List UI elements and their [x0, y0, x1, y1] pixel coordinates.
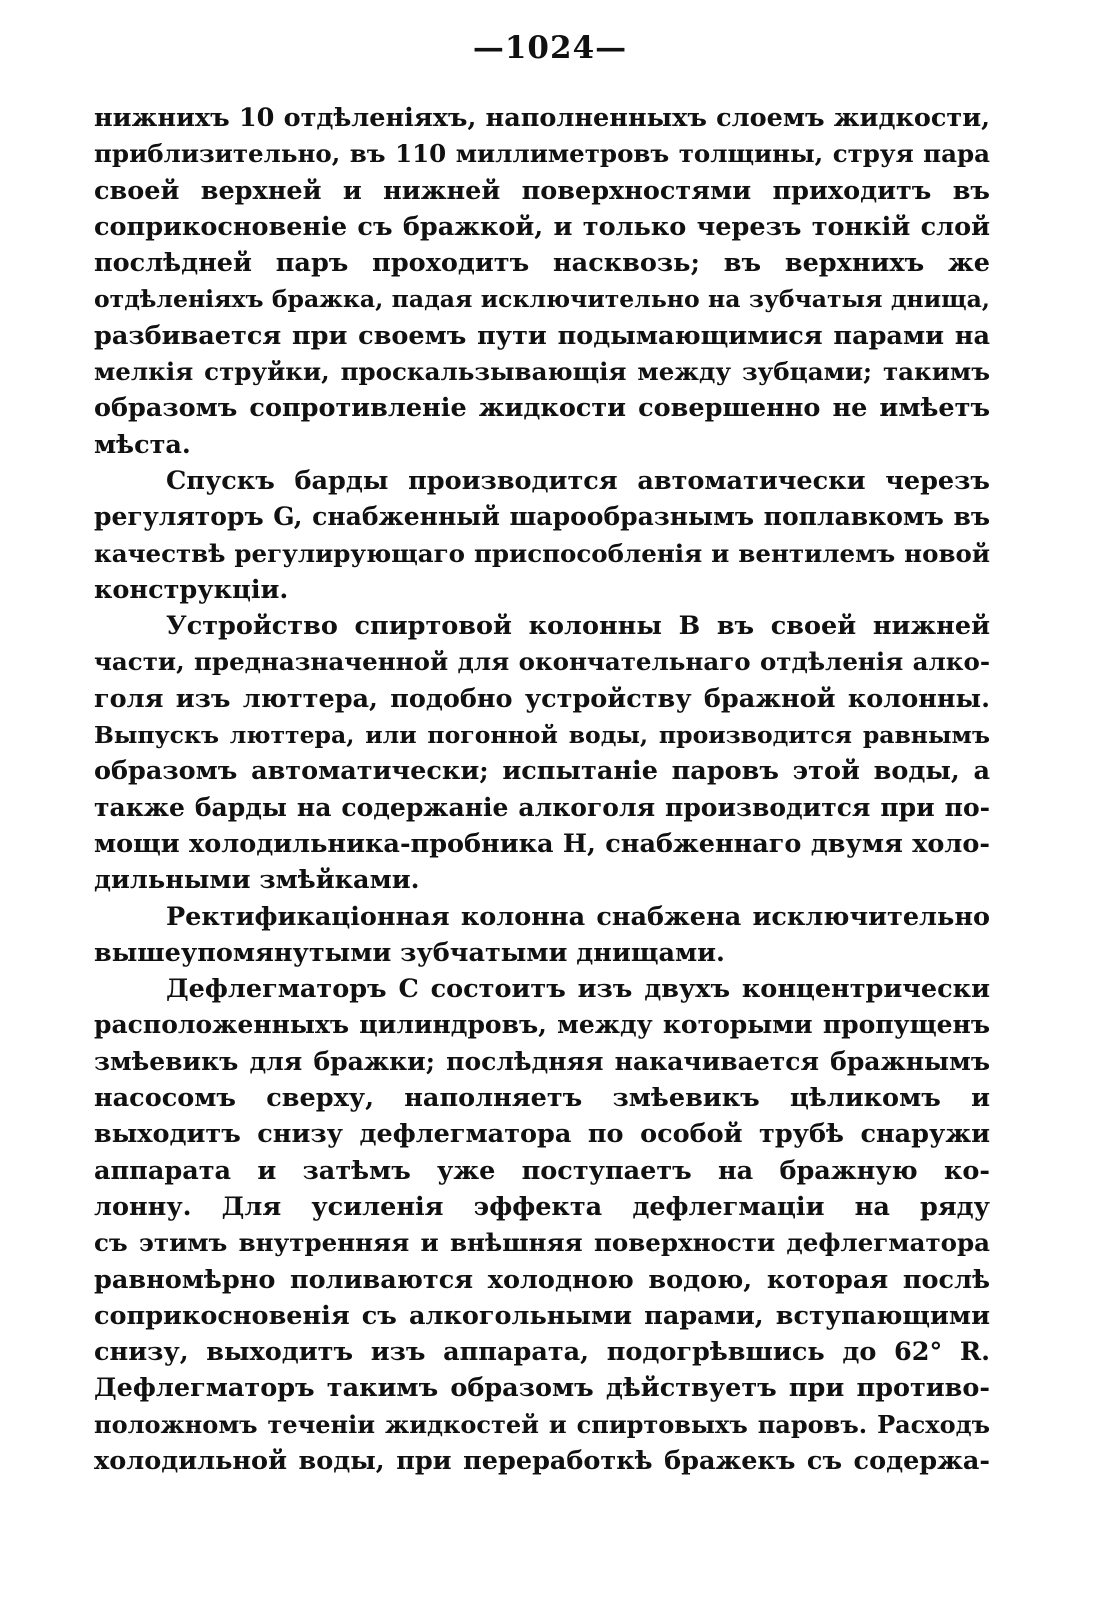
text-line: съ этимъ внутренняя и внѣшняя поверхности дефлегматора	[94, 1228, 990, 1258]
text-line: мощи холодильника-пробника H, снабженнаго двумя холо-	[94, 828, 990, 859]
text-line: расположенныхъ цилиндровъ, между которыми пропущенъ	[94, 1010, 990, 1040]
text-line: части, предназначенной для окончательнаго отдѣленія алко-	[94, 647, 990, 677]
text-line: вышеупомянутыми зубчатыми днищами.	[94, 937, 725, 968]
text-line: конструкціи.	[94, 574, 289, 605]
text-line: голя изъ люттера, подобно устройству бражной колонны.	[94, 683, 990, 714]
text-line: Спускъ барды производится автоматически черезъ	[166, 465, 990, 496]
text-line: положномъ теченіи жидкостей и спиртовыхъ паровъ. Расходъ	[94, 1409, 990, 1439]
text-line: разбивается при своемъ пути подымающимися парами на	[94, 320, 990, 351]
text-line: также барды на содержаніе алкоголя производится при по-	[94, 792, 990, 822]
text-line: мѣста.	[94, 429, 191, 460]
text-line: своей верхней и нижней поверхностями приходитъ въ	[94, 175, 990, 206]
text-line: змѣевикъ для бражки; послѣдняя накачивается бражнымъ	[94, 1046, 990, 1076]
paragraph	[94, 899, 990, 972]
text-line: насосомъ сверху, наполняетъ змѣевикъ цѣликомъ и	[94, 1083, 990, 1114]
text-line: нижнихъ 10 отдѣленіяхъ, наполненныхъ слоемъ жидкости,	[94, 103, 990, 133]
text-line: дильными змѣйками.	[94, 865, 420, 896]
text-line: отдѣленіяхъ бражка, падая исключительно на зубчатыя днища,	[94, 285, 990, 314]
text-line: мелкія струйки, проскальзывающія между зубцами; такимъ	[94, 357, 990, 387]
paragraph	[94, 971, 990, 1479]
text-line: Выпускъ люттера, или погонной воды, производится равнымъ	[94, 721, 990, 750]
page-number: —1024—	[472, 30, 628, 66]
paragraph	[94, 100, 990, 463]
text-line: качествѣ регулирующаго приспособленія и вентилемъ новой	[94, 538, 990, 568]
text-line: аппарата и затѣмъ уже поступаетъ на бражную ко-	[94, 1155, 990, 1186]
text-line: приблизительно, въ 110 миллиметровъ толщины, струя пара	[94, 139, 990, 169]
text-line: образомъ автоматически; испытаніе паровъ этой воды, а	[94, 756, 990, 787]
text-line: Дефлегматоръ C состоитъ изъ двухъ концентрически	[166, 974, 990, 1005]
text-line: Ректификаціонная колонна снабжена исключительно	[166, 901, 990, 932]
text-line: лонну. Для усиленія эффекта дефлегмаціи на ряду	[94, 1191, 990, 1222]
text-line: регуляторъ G, снабженный шарообразнымъ поплавкомъ въ	[94, 502, 990, 532]
paragraph	[94, 608, 990, 898]
paragraph	[94, 463, 990, 608]
body-text	[94, 100, 990, 1479]
text-line: соприкосновеніе съ бражкой, и только черезъ тонкій слой	[94, 211, 990, 242]
text-line: образомъ сопротивленіе жидкости совершенно не имѣетъ	[94, 393, 990, 424]
text-line: Устройство спиртовой колонны B въ своей нижней	[166, 611, 990, 642]
text-line: снизу, выходитъ изъ аппарата, подогрѣвшись до 62° R.	[94, 1337, 990, 1368]
text-line: выходитъ снизу дефлегматора по особой трубѣ снаружи	[94, 1119, 990, 1150]
text-line: Дефлегматоръ такимъ образомъ дѣйствуетъ при противо-	[94, 1373, 990, 1404]
text-line: соприкосновенія съ алкогольными парами, вступающими	[94, 1300, 990, 1331]
text-line: равномѣрно поливаются холодною водою, которая послѣ	[94, 1264, 990, 1295]
text-line: холодильной воды, при переработкѣ бражекъ съ содержа-	[94, 1445, 990, 1476]
text-line: послѣдней паръ проходитъ насквозь; въ верхнихъ же	[94, 248, 990, 279]
